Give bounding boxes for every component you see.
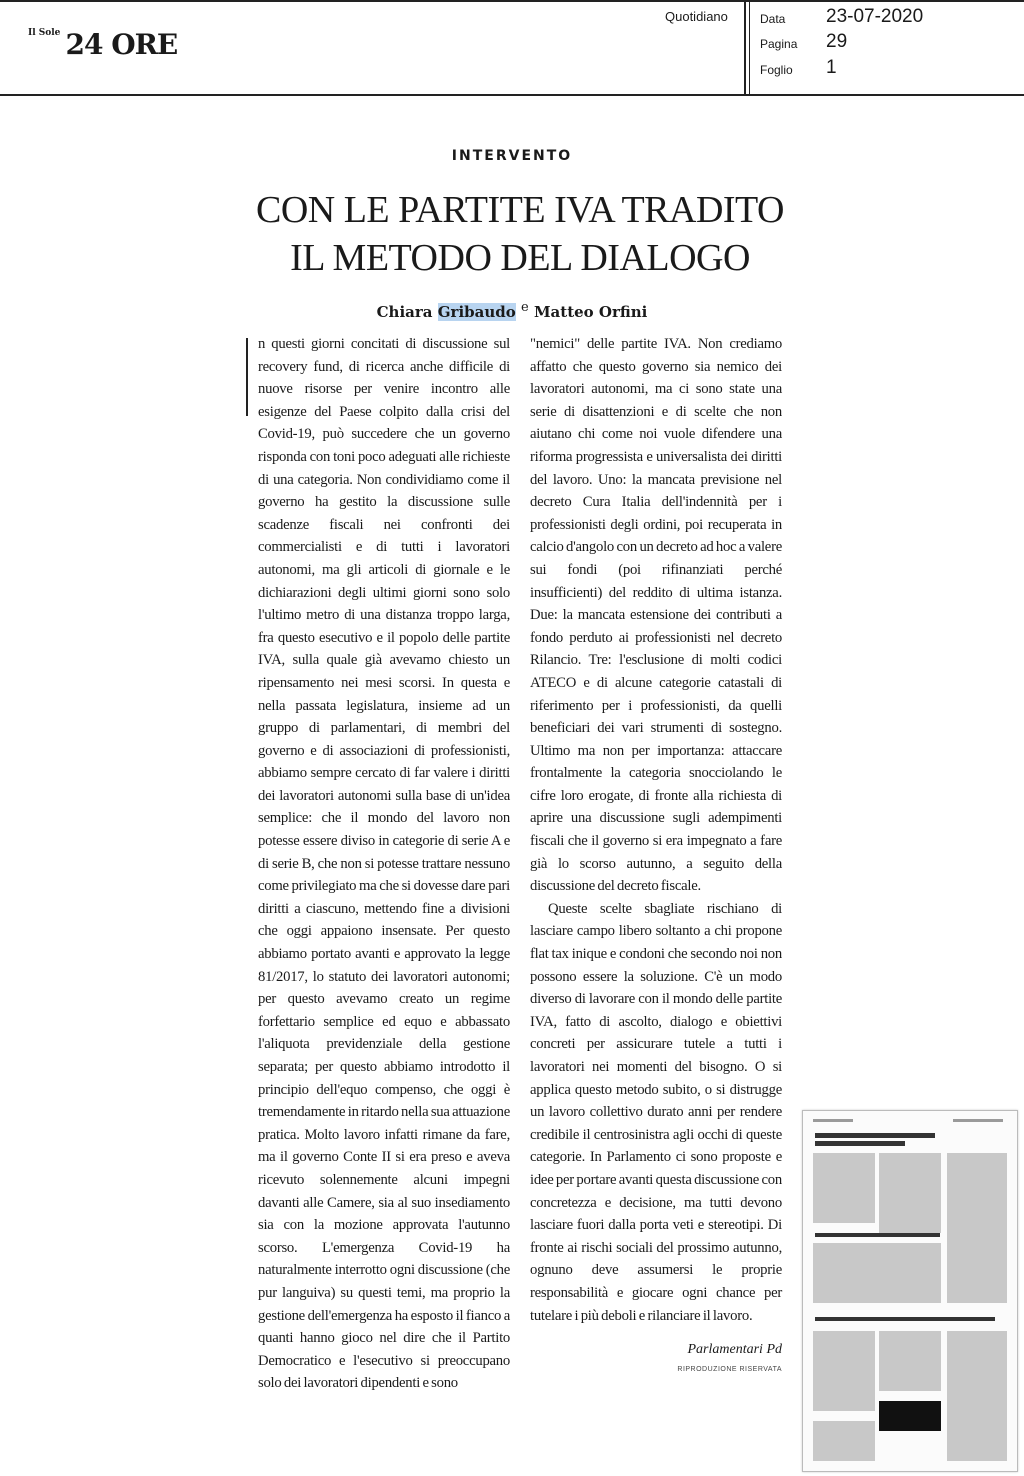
author-1-first: Chiara <box>376 303 433 321</box>
thumb-text-block <box>947 1331 1007 1461</box>
author-2: Matteo Orfini <box>533 303 648 321</box>
author-signature: Parlamentari Pd <box>687 1342 782 1357</box>
date-value: 23-07-2020 <box>826 6 924 27</box>
header-top-border <box>0 0 1024 2</box>
paragraph: "nemici" delle partite IVA. Non crediamo affatto che questo governo sia nemico dei lavoratori autonomi, ma ci sono state una serie di disattenzioni e di scelte che non aiutano chi come noi vuole difendere una riforma progressista e universalista dei diritti del lavoro. Uno: la mancata previsione nel decreto Cura Italia dell'indennità per i professionisti degli ordini, poi recuperata in calcio d'angolo con un decreto ad hoc a valere sui fondi (poi rifinanziati perché insufficienti) del reddito di ultima istanza. Due: la mancata estensione dei contributi a fondo perduto ai professionisti nel decreto Rilancio. Tre: l'esclusione di molti codici ATECO e di alcune categorie catastali di riferimento per i professionisti, da quelli beneficiari dei vari strumenti di sostegno. Ultimo ma non per importanza: attaccare frontalmente la categoria snocciolando le cifre loro erogate, di fronte alla richiesta di aprire una discussione sugli adempimenti fiscali che il governo si era impegnato a fare già lo scorso autunno, a seguito della discussione del decreto fiscale. <box>530 336 782 895</box>
header-divider-inner <box>749 0 750 96</box>
headline-line-1: CON LE PARTITE IVA TRADITO <box>255 189 785 231</box>
header-bottom-border <box>0 94 1024 96</box>
logo-small-text: Il Sole <box>28 28 61 38</box>
thumb-line <box>813 1119 853 1122</box>
page-value: 29 <box>826 31 848 52</box>
article-column-1 <box>258 333 510 1395</box>
sheet-value: 1 <box>826 57 837 78</box>
date-label: Data <box>760 12 786 26</box>
logo-big-text: 24 ORE <box>65 28 178 61</box>
newspaper-logo <box>28 28 177 61</box>
thumb-text-block <box>947 1153 1007 1303</box>
page-header <box>0 0 1024 98</box>
author-joiner: e <box>521 300 529 315</box>
thumb-line <box>953 1119 1003 1122</box>
thumb-text-block <box>879 1153 941 1233</box>
thumb-text-block <box>813 1331 875 1411</box>
article-headline <box>230 186 810 282</box>
header-divider <box>744 0 746 96</box>
article-column-2 <box>530 333 782 1327</box>
thumb-title <box>815 1317 995 1321</box>
byline <box>0 300 1024 321</box>
page-label: Pagina <box>760 37 798 51</box>
paragraph: Queste scelte sbagliate rischiano di lasciare campo libero soltanto a chi propone flat tax inique e condoni che secondo noi non possono essere la soluzione. C'è un modo diverso di lavorare con il mondo delle partite IVA, fatto di ascolto, dialogo e obiettivi concreti per assicurare tutele a tutti i lavoratori nei momenti del bisogno. O si applica questo metodo subito, o si distrugge un lavoro collettivo durato anni per rendere credibile il centrosinistra agli occhi di queste categorie. In Parlamento ci sono proposte e idee per portare avanti questa discussione con concretezza e decisione, ma tutti devono lasciare fuori dalla porta veti e stereotipi. Di fronte ai rischi sociali del prossimo autunno, ognuno deve assumersi le proprie responsabilità e giocare ogni chance per tutelare i più deboli e rilanciare il lavoro. <box>530 900 782 1324</box>
headline-line-2: IL METODO DEL DIALOGO <box>290 237 750 279</box>
publication-type: Quotidiano <box>665 9 728 24</box>
drop-cap-i-bar <box>246 338 248 416</box>
thumb-title <box>815 1233 940 1237</box>
thumb-text-block <box>813 1421 875 1461</box>
section-kicker: INTERVENTO <box>451 148 573 164</box>
copyright-note: RIPRODUZIONE RISERVATA <box>677 1366 782 1373</box>
thumb-text-block <box>813 1153 875 1223</box>
thumb-photo <box>879 1401 941 1431</box>
sheet-label: Foglio <box>760 63 793 77</box>
paragraph: n questi giorni concitati di discussione sul recovery fund, di ricerca anche difficile di nuove risorse per venire incontro alle esigenze del Paese colpito dalla crisi del Covid-19, può succedere che un governo risponda con toni poco adeguati alle richieste di una categoria. Non condividiamo come il governo ha gestito la discussione sulle scadenze fiscali nei confronti dei commercialisti e di tutti i lavoratori autonomi, ma gli articoli di giornale e le dichiarazioni degli ultimi giorni sono solo l'ultimo metro di una distanza troppo larga, fra questo esecutivo e il popolo delle partite IVA, sulla quale già avevamo chiesto un ripensamento nei mesi scorsi. In questa e nella passata legislatura, insieme ad un gruppo di parlamentari, di membri del governo e di associazioni di professionisti, abbiamo sempre cercato di far valere i diritti dei lavoratori autonomi sulla base di un'idea semplice: che il mondo del lavoro non potesse essere diviso in categorie di serie A e di serie B, che non si potesse trattare nessuno come privilegiato ma che si dovesse dare pari diritti a ciascuno, mettendo fine a divisioni che oggi appaiono insensate. Per questo abbiamo portato avanti e approvato la legge 81/2017, lo statuto dei lavoratori autonomi; per questo avevamo creato un regime forfettario semplice ed equo e abbassato l'aliquota previdenziale della gestione separata; per questo abbiamo introdotto il principio dell'equo compenso, che oggi è tremendamente in ritardo nella sua attuazione pratica. Molto lavoro infatti rimane da fare, ma il governo Conte II si era preso e aveva ricevuto solennemente alcuni impegni davanti alle Camere, sia al suo insediamento sia con la mozione approvata l'autunno scorso. L'emergenza Covid-19 ha naturalmente interrotto ogni discussione (che pur languiva) su questi temi, ma proprio la gestione dell'emergenza ha esposto il fianco a quanti hanno gioco nel dire che il Partito Democratico e l'esecutivo si preoccupano solo dei lavoratori dipendenti e sono <box>258 336 510 1392</box>
thumb-text-block <box>813 1243 941 1303</box>
thumb-text-block <box>879 1331 941 1391</box>
author-1-last-highlighted: Gribaudo <box>437 303 516 321</box>
thumb-title <box>815 1141 905 1146</box>
thumb-title <box>815 1133 935 1138</box>
page-thumbnail <box>802 1110 1018 1472</box>
